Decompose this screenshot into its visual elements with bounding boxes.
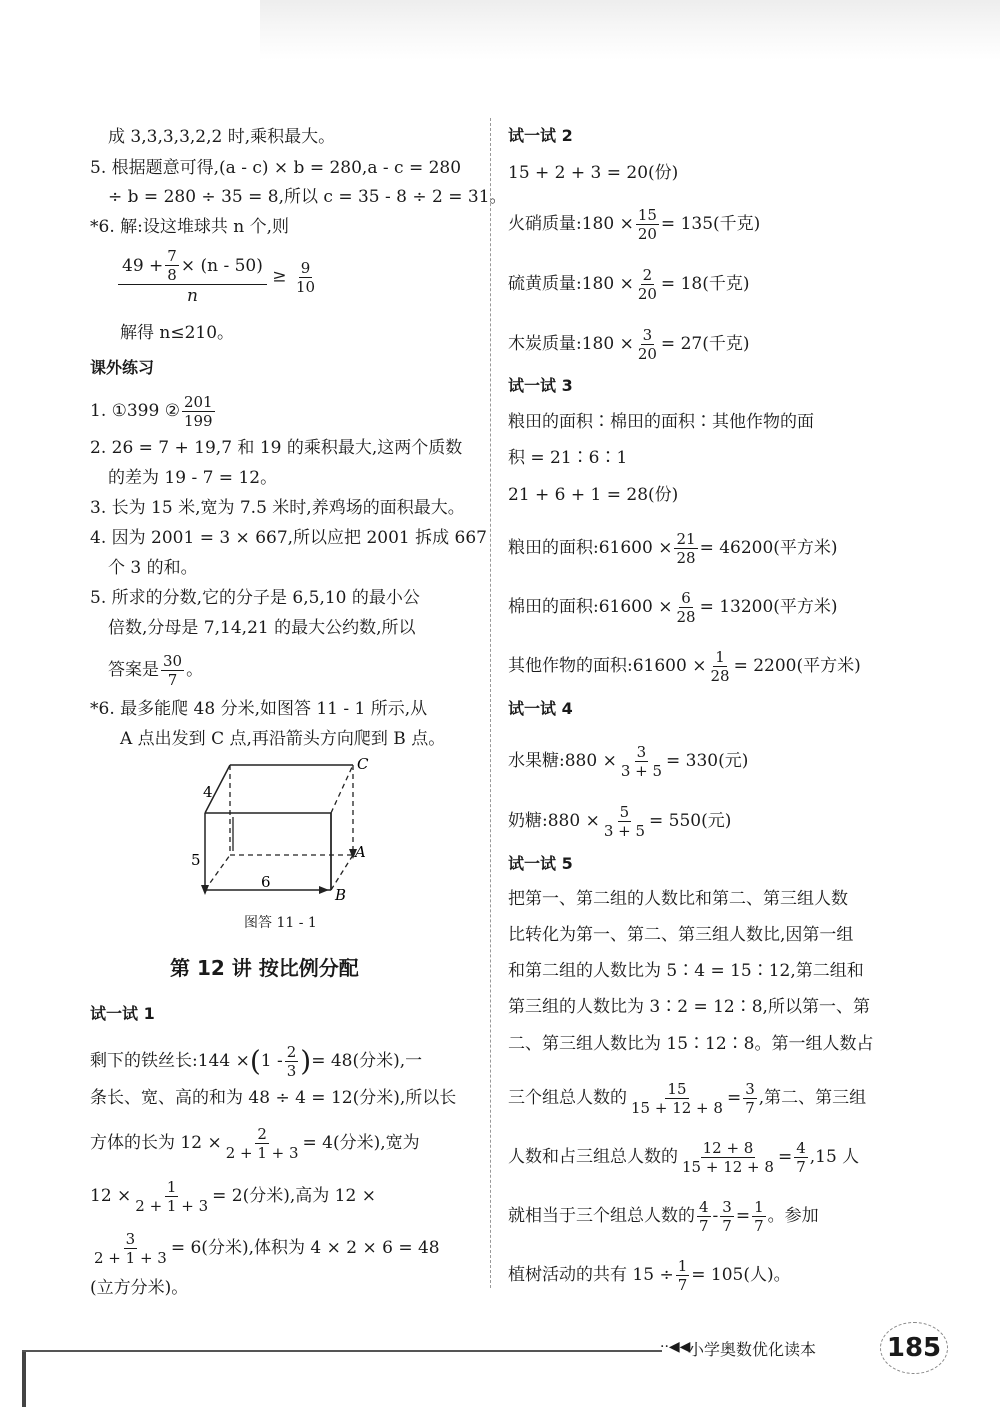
section-heading: 试一试 5 bbox=[508, 854, 573, 873]
text-line: 第三组的人数比为 3∶2 = 12∶8,所以第一、第 bbox=[508, 997, 870, 1017]
text-line: 条长、宽、高的和为 48 ÷ 4 = 12(分米),所以长 bbox=[90, 1088, 457, 1108]
label-b: B bbox=[335, 886, 347, 904]
section-heading: 试一试 4 bbox=[508, 699, 573, 718]
text-line: 倍数,分母是 7,14,21 的最大公约数,所以 bbox=[108, 618, 416, 638]
text-line: 粮田的面积∶棉田的面积∶其他作物的面 bbox=[508, 412, 814, 432]
text-line: 21 + 6 + 1 = 28(份) bbox=[508, 485, 679, 505]
text-line: 的差为 19 - 7 = 12。 bbox=[108, 468, 278, 488]
section-heading: 试一试 2 bbox=[508, 126, 573, 145]
text-line: 积 = 21∶6∶1 bbox=[508, 448, 628, 468]
fraction: $\frac{30}{7}$ bbox=[163, 652, 183, 689]
column-divider bbox=[490, 118, 491, 1288]
fraction: $\frac{15}{15 + 12 + 8}$ bbox=[631, 1080, 723, 1117]
text-line: 答案是 $\frac{30}{7}$ 。 bbox=[108, 652, 204, 689]
fraction: $\frac{1}{7}$ bbox=[677, 1257, 688, 1294]
figure-caption: 图答 11 - 1 bbox=[244, 915, 317, 931]
text-line: 植树活动的共有 15 ÷ $\frac{1}{7}$ = 105(人)。 bbox=[508, 1257, 791, 1294]
fraction: $\frac{6}{28}$ bbox=[676, 589, 696, 626]
fraction: $\frac{3}{7}$ bbox=[722, 1198, 732, 1235]
text-line: 比转化为第一、第二、第三组人数比,因第一组 bbox=[508, 925, 854, 945]
fraction: $\frac{1}{2 + 1 + 3}$ bbox=[135, 1178, 209, 1215]
relation: ≥ bbox=[272, 266, 287, 287]
fraction: $\frac{2}{20}$ bbox=[637, 266, 657, 303]
text-line: 和第二组的人数比为 5∶4 = 15∶12,第二组和 bbox=[508, 961, 864, 981]
text-line: A 点出发到 C 点,再沿箭头方向爬到 B 点。 bbox=[120, 729, 446, 749]
inequality-formula bbox=[118, 247, 319, 307]
text-line: ÷ b = 280 ÷ 35 = 8,所以 c = 35 - 8 ÷ 2 = 31。 bbox=[108, 187, 507, 207]
page-number: 185 bbox=[880, 1322, 948, 1374]
text-line: 5. 根据题意可得,(a - c) × b = 280,a - c = 280 bbox=[90, 158, 462, 178]
fraction: $\frac{15}{20}$ bbox=[637, 206, 657, 243]
label-5: 5 bbox=[191, 851, 201, 869]
text-line: *6. 最多能爬 48 分米,如图答 11 - 1 所示,从 bbox=[90, 699, 428, 719]
section-heading: 试一试 1 bbox=[90, 1004, 155, 1023]
edge bbox=[331, 855, 353, 890]
fraction: $\frac{3}{20}$ bbox=[637, 326, 657, 363]
section-heading: 课外练习 bbox=[90, 358, 155, 377]
text-line: 个 3 的和。 bbox=[108, 558, 198, 578]
fraction: $\frac{1}{7}$ bbox=[754, 1198, 764, 1235]
text-line: 就相当于三个组总人数的 $\frac{4}{7}$ - $\frac{3}{7}$ = $\frac{1}{7}$ 。参加 bbox=[508, 1198, 819, 1235]
text-line: 5. 所求的分数,它的分子是 6,5,10 的最小公 bbox=[90, 588, 420, 608]
text-line: 剩下的铁丝长:144 ×(1 - $\frac{2}{3}$ )= 48(分米),一 bbox=[90, 1043, 423, 1080]
double-left-arrow-icon: ··◀◀ bbox=[660, 1339, 691, 1355]
label-a: A bbox=[355, 843, 366, 861]
text-line: 二、第三组人数比为 15∶12∶8。第一组人数占 bbox=[508, 1034, 874, 1054]
edge bbox=[331, 765, 353, 813]
fraction: $\frac{4}{7}$ bbox=[699, 1198, 709, 1235]
label-c: C bbox=[357, 755, 369, 773]
text-line: $\frac{3}{2 + 1 + 3}$ = 6(分米),体积为 4 × 2 × 6 = 48 bbox=[94, 1230, 440, 1267]
fraction: $\frac{12 + 8}{15 + 12 + 8}$ bbox=[682, 1139, 774, 1176]
edge bbox=[205, 855, 230, 890]
text-line: 成 3,3,3,3,2,2 时,乘积最大。 bbox=[108, 127, 336, 147]
text-line: 粮田的面积:61600 × $\frac{21}{28}$ = 46200(平方米) bbox=[508, 530, 838, 567]
scan-shading bbox=[260, 0, 1000, 60]
fraction: $\frac{21}{28}$ bbox=[676, 530, 696, 567]
text-line: 其他作物的面积:61600 × $\frac{1}{28}$ = 2200(平方米) bbox=[508, 648, 861, 685]
footer-rule bbox=[22, 1350, 662, 1352]
fraction: $\frac{4}{7}$ bbox=[796, 1139, 806, 1176]
text-line: 硫黄质量:180 × $\frac{2}{20}$ = 18(千克) bbox=[508, 266, 750, 303]
text-line: 火硝质量:180 × $\frac{15}{20}$ = 135(千克) bbox=[508, 206, 761, 243]
book-title: 小学奥数优化读本 bbox=[688, 1340, 817, 1359]
text-line: (立方分米)。 bbox=[90, 1278, 189, 1298]
fraction: $\frac{7}{8}$ bbox=[167, 247, 177, 284]
denominator: n bbox=[186, 286, 198, 306]
fraction: $\frac{2}{2 + 1 + 3}$ bbox=[225, 1125, 299, 1162]
section-heading: 试一试 3 bbox=[508, 376, 573, 395]
text-line: 方体的长为 12 × $\frac{2}{2 + 1 + 3}$ = 4(分米),宽为 bbox=[90, 1125, 420, 1162]
lecture-title: 第 12 讲 按比例分配 bbox=[170, 956, 359, 980]
cuboid-figure bbox=[185, 755, 375, 905]
text-line: 12 × $\frac{1}{2 + 1 + 3}$ = 2(分米),高为 12 × bbox=[90, 1178, 376, 1215]
text-line: 2. 26 = 7 + 19,7 和 19 的乘积最大,这两个质数 bbox=[90, 438, 463, 458]
fraction: $\frac{201}{199}$ bbox=[183, 393, 213, 430]
text-line: 三个组总人数的 $\frac{15}{15 + 12 + 8}$ = $\frac{3}{7}$ ,第二、第三组 bbox=[508, 1080, 867, 1117]
margin-bar bbox=[22, 1352, 26, 1407]
fraction: $\frac{9}{10}$ bbox=[295, 258, 316, 296]
text-line: *6. 解:设这堆球共 n 个,则 bbox=[90, 217, 290, 237]
formula-text: 49 + bbox=[122, 255, 164, 276]
text-line: 4. 因为 2001 = 3 × 667,所以应把 2001 拆成 667 bbox=[90, 528, 487, 548]
text-line: 15 + 2 + 3 = 20(份) bbox=[508, 163, 679, 183]
text-line: 人数和占三组总人数的 $\frac{12 + 8}{15 + 12 + 8}$ = $\frac{4}{7}$ ,15 人 bbox=[508, 1139, 860, 1176]
fraction: $\frac{3}{7}$ bbox=[745, 1080, 755, 1117]
label-6: 6 bbox=[261, 873, 271, 891]
text-line: 1. ①399 ② $\frac{201}{199}$ bbox=[90, 393, 213, 430]
fraction: $\frac{2}{3}$ bbox=[286, 1043, 297, 1080]
fraction: $\frac{5}{3 + 5}$ bbox=[603, 803, 646, 840]
text-line: 奶糖:880 × $\frac{5}{3 + 5}$ = 550(元) bbox=[508, 803, 732, 840]
text-line: 棉田的面积:61600 × $\frac{6}{28}$ = 13200(平方米) bbox=[508, 589, 838, 626]
formula-text: × (n - 50) bbox=[180, 255, 263, 276]
fraction: $\frac{3}{3 + 5}$ bbox=[620, 743, 663, 780]
text-line: 水果糖:880 × $\frac{3}{3 + 5}$ = 330(元) bbox=[508, 743, 749, 780]
arrow-head bbox=[319, 886, 329, 894]
text-line: 3. 长为 15 米,宽为 7.5 米时,养鸡场的面积最大。 bbox=[90, 498, 465, 518]
label-4: 4 bbox=[203, 783, 213, 801]
text-line: 把第一、第二组的人数比和第二、第三组人数 bbox=[508, 889, 848, 909]
fraction: $\frac{1}{28}$ bbox=[710, 648, 730, 685]
text-line: 解得 n≤210。 bbox=[120, 323, 235, 343]
text-line: 木炭质量:180 × $\frac{3}{20}$ = 27(千克) bbox=[508, 326, 750, 363]
fraction: $\frac{3}{2 + 1 + 3}$ bbox=[94, 1230, 167, 1267]
